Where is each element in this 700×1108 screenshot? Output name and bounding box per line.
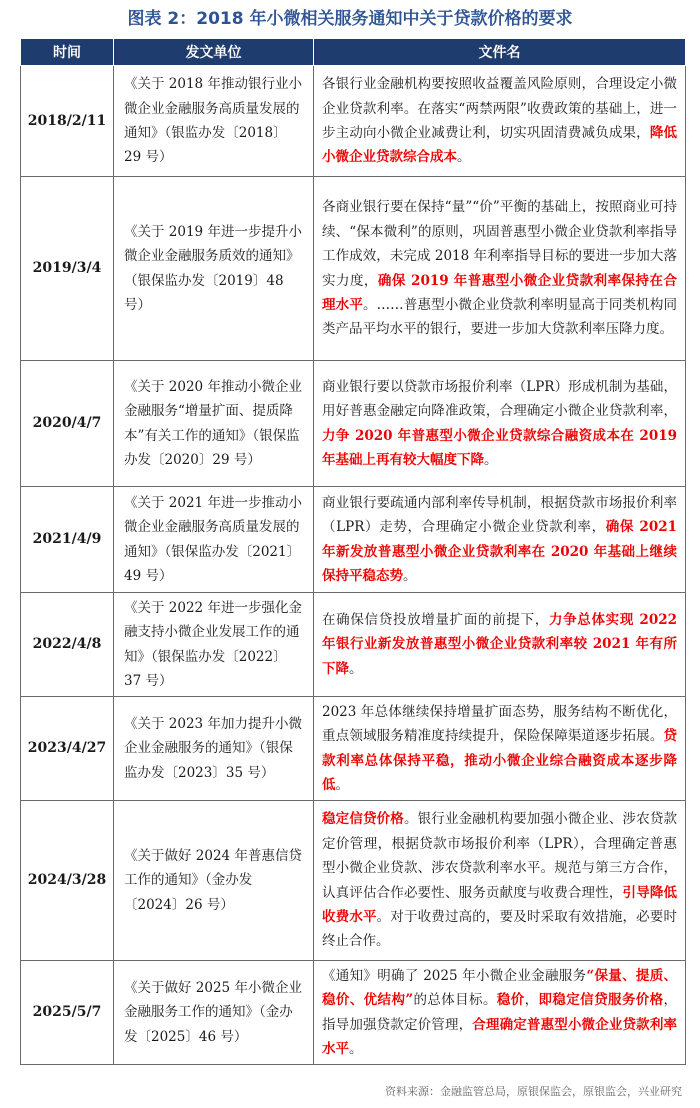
content-text: 。	[403, 567, 417, 584]
content-text: 商业银行要疏通内部利率传导机制，根据贷款市场报价利率（LPR）走势，合理确定小微企业贷款利率，	[322, 494, 677, 536]
highlight-text: 稳价	[496, 992, 525, 1009]
content-text: 。	[484, 451, 498, 468]
highlight-text: 贷款利率总体保持平稳，推动小微企业综合融资成本逐步降低	[322, 728, 677, 793]
row-content	[314, 697, 686, 801]
content-text: 的总体目标。	[413, 992, 497, 1009]
table-body	[21, 66, 686, 1065]
highlight-text: 引导降低收费水平	[322, 884, 678, 925]
row-date: 2025/5/7	[21, 961, 114, 1065]
row-issuer: 《关于 2023 年加力提升小微企业金融服务的通知》（银保监办发〔2023〕35 号）	[114, 697, 314, 801]
highlight-text: 合理确定普惠型小微企业贷款利率水平	[322, 1016, 678, 1057]
row-issuer: 《关于 2018 年推动银行业小微企业金融服务高质量发展的通知》（银监办发〔2018〕29 号）	[114, 66, 314, 177]
highlight-text: 力争总体实现 2022 年银行业新发放普惠型小微企业贷款利率较 2021 年有所下降	[322, 611, 677, 677]
table-row	[21, 801, 686, 961]
content-text: 。对于收费过高的，要及时采取有效措施，必要时终止合作。	[322, 908, 677, 950]
row-issuer: 《关于 2020 年推动小微企业金融服务“增量扩面、提质降本”有关工作的通知》（银保监办发〔2020〕29 号）	[114, 361, 314, 487]
row-content	[314, 961, 686, 1065]
row-date: 2018/2/11	[21, 66, 114, 177]
row-date: 2022/4/8	[21, 593, 114, 697]
content-text: 。	[335, 776, 349, 793]
table-row	[21, 66, 686, 177]
content-text: 。银行业金融机构要加强小微企业、涉农贷款定价管理，根据贷款市场报价利率（LPR），合理确定普惠型小微企业贷款、涉农贷款利率水平。规范与第三方合作，认真评估合作必要性、服务贡献度与收费合理性，	[322, 811, 678, 901]
highlight-text: 降低小微企业贷款综合成本	[322, 125, 678, 166]
table-row	[21, 361, 686, 487]
row-issuer: 《关于做好 2025 年小微企业金融服务工作的通知》（金办发〔2025〕46 号）	[114, 961, 314, 1065]
content-text: 《通知》明确了 2025 年小微企业金融服务	[322, 967, 587, 984]
row-content	[314, 801, 686, 961]
table-row	[21, 487, 686, 593]
row-date: 2021/4/9	[21, 487, 114, 593]
row-content	[314, 361, 686, 487]
content-text: 各银行业金融机构要按照收益覆盖风险原则，合理设定小微企业贷款利率。在落实“两禁两限”收费政策的基础上，进一步主动向小微企业减费让利，切实巩固清费减负成果，	[322, 76, 677, 141]
table-row	[21, 961, 686, 1065]
table-row	[21, 593, 686, 697]
row-issuer: 《关于 2022 年进一步强化金融支持小微企业发展工作的通知》（银保监办发〔2022〕37 号）	[114, 593, 314, 697]
highlight-text: 稳定信贷价格	[322, 811, 404, 828]
row-date: 2020/4/7	[21, 361, 114, 487]
row-issuer: 《关于 2021 年进一步推动小微企业金融服务高质量发展的通知》（银保监办发〔2021〕49 号）	[114, 487, 314, 593]
table-row	[21, 177, 686, 361]
row-content	[314, 487, 686, 593]
highlight-text: 确保 2021 年新发放普惠型小微企业贷款利率在 2020 年基础上继续保持平稳态势	[322, 519, 678, 584]
policy-table	[20, 38, 686, 1065]
table-header-row	[21, 39, 686, 66]
row-issuer: 《关于 2019 年进一步提升小微企业金融服务质效的通知》（银保监办发〔2019〕48 号）	[114, 177, 314, 361]
content-text: 商业银行要以贷款市场报价利率（LPR）形成机制为基础，用好普惠金融定向降准政策，合理确定小微企业贷款利率，	[322, 378, 677, 420]
content-text: 各商业银行要在保持“量”“价”平衡的基础上，按照商业可持续、“保本微利”的原则，巩固普惠型小微企业贷款利率指导工作成效，未完成 2018 年利率指导目标的要进一步加大落实力度，	[322, 199, 677, 289]
highlight-text: “保量、提质、稳价、优结构”	[322, 967, 677, 1009]
header-document: 文件名	[314, 39, 686, 66]
row-date: 2023/4/27	[21, 697, 114, 801]
content-text: 。	[349, 660, 363, 677]
content-text: 。	[457, 149, 471, 166]
header-date: 时间	[21, 39, 114, 66]
row-content	[314, 66, 686, 177]
content-text: ，指导加强贷款定价管理，	[322, 992, 678, 1033]
row-issuer: 《关于做好 2024 年普惠信贷工作的通知》（金办发〔2024〕26 号）	[114, 801, 314, 961]
content-text: 。	[349, 1040, 363, 1057]
content-text: ，	[524, 992, 539, 1009]
chart-title: 图表 2：2018 年小微相关服务通知中关于贷款价格的要求	[127, 9, 573, 29]
highlight-text: 即稳定信贷服务价格	[538, 992, 664, 1009]
header-issuer: 发文单位	[114, 39, 314, 66]
row-content	[314, 177, 686, 361]
row-date: 2024/3/28	[21, 801, 114, 961]
row-date: 2019/3/4	[21, 177, 114, 361]
highlight-text: 确保 2019 年普惠型小微企业贷款利率保持在合理水平	[322, 272, 677, 313]
highlight-text: 力争 2020 年普惠型小微企业贷款综合融资成本在 2019 年基础上再有较大幅度下降	[322, 427, 677, 468]
content-text: 2023 年总体继续保持增量扩面态势，服务结构不断优化，重点领域服务精准度持续提升，保险保障渠道逐步拓展。	[322, 703, 677, 745]
content-text: 。……普惠型小微企业贷款利率明显高于同类机构同类产品平均水平的银行，要进一步加大贷款利率压降力度。	[322, 296, 677, 338]
table-row	[21, 697, 686, 801]
content-text: 在确保信贷投放增量扩面的前提下，	[322, 611, 549, 628]
row-content	[314, 593, 686, 697]
source-note: 资料来源：金融监管总局，原银保监会，原银监会，兴业研究	[385, 1085, 682, 1098]
